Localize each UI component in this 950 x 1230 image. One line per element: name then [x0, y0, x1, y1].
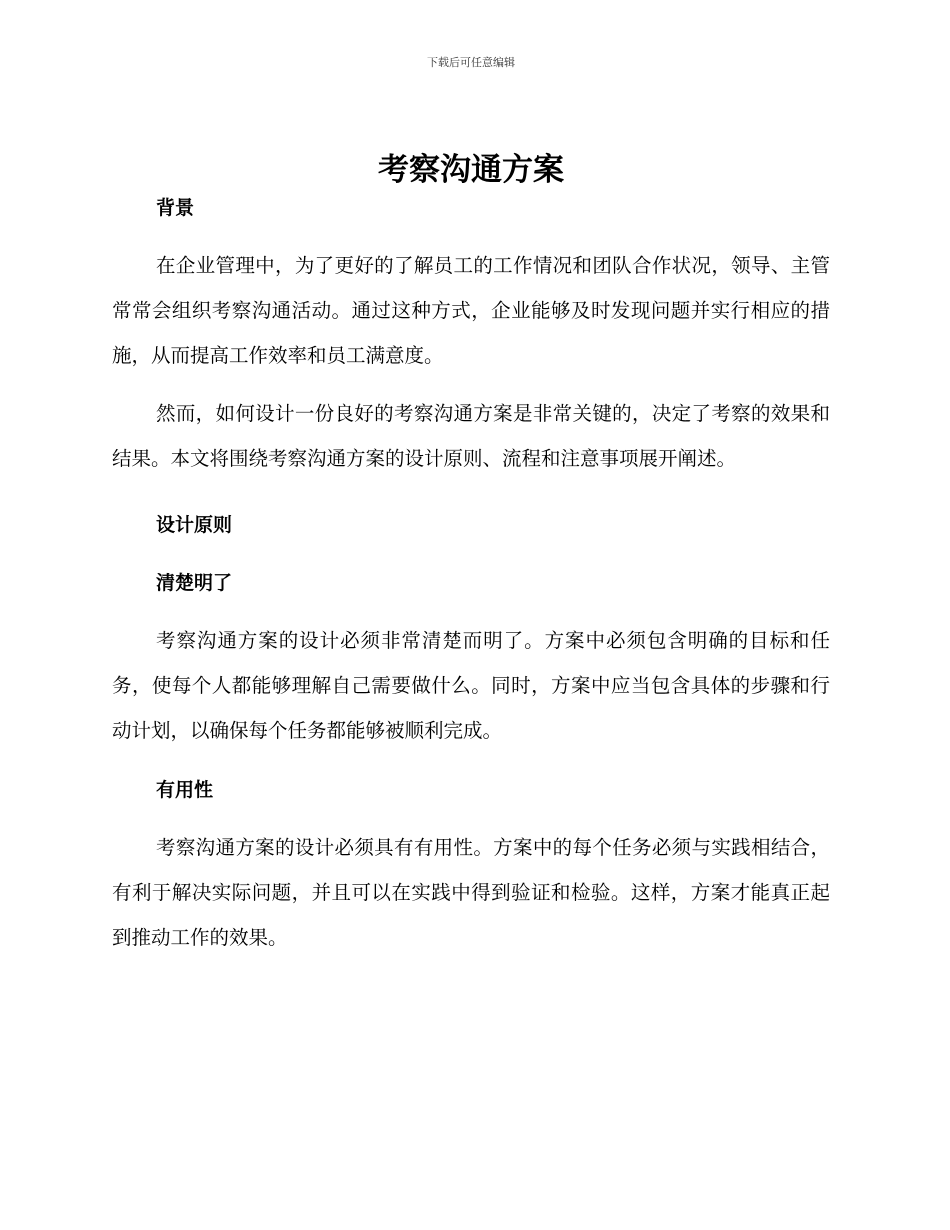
- subheading-clarity: 清楚明了: [156, 572, 233, 594]
- paragraph-clarity: 考察沟通方案的设计必须非常清楚而明了。方案中必须包含明确的目标和任务，使每个人都能够理解自己需要做什么。同时，方案中应当包含具体的步骤和行动计划，以确保每个任务都能够被顺利完成。: [112, 629, 830, 742]
- section-heading-background: 背景: [156, 197, 195, 219]
- paragraph-background-2: 然而，如何设计一份良好的考察沟通方案是非常关键的，决定了考察的效果和结果。本文将围绕考察沟通方案的设计原则、流程和注意事项展开阐述。: [112, 402, 830, 470]
- section-heading-design-principles: 设计原则: [156, 514, 233, 536]
- paragraph-background-1: 在企业管理中，为了更好的了解员工的工作情况和团队合作状况，领导、主管常常会组织考察沟通活动。通过这种方式，企业能够及时发现问题并实行相应的措施，从而提高工作效率和员工满意度。: [112, 254, 830, 367]
- document-title: 考察沟通方案: [378, 152, 564, 188]
- header-note: 下载后可任意编辑: [427, 56, 515, 69]
- subheading-usefulness: 有用性: [156, 779, 214, 801]
- paragraph-usefulness: 考察沟通方案的设计必须具有有用性。方案中的每个任务必须与实践相结合，有利于解决实际问题，并且可以在实践中得到验证和检验。这样，方案才能真正起到推动工作的效果。: [112, 836, 830, 949]
